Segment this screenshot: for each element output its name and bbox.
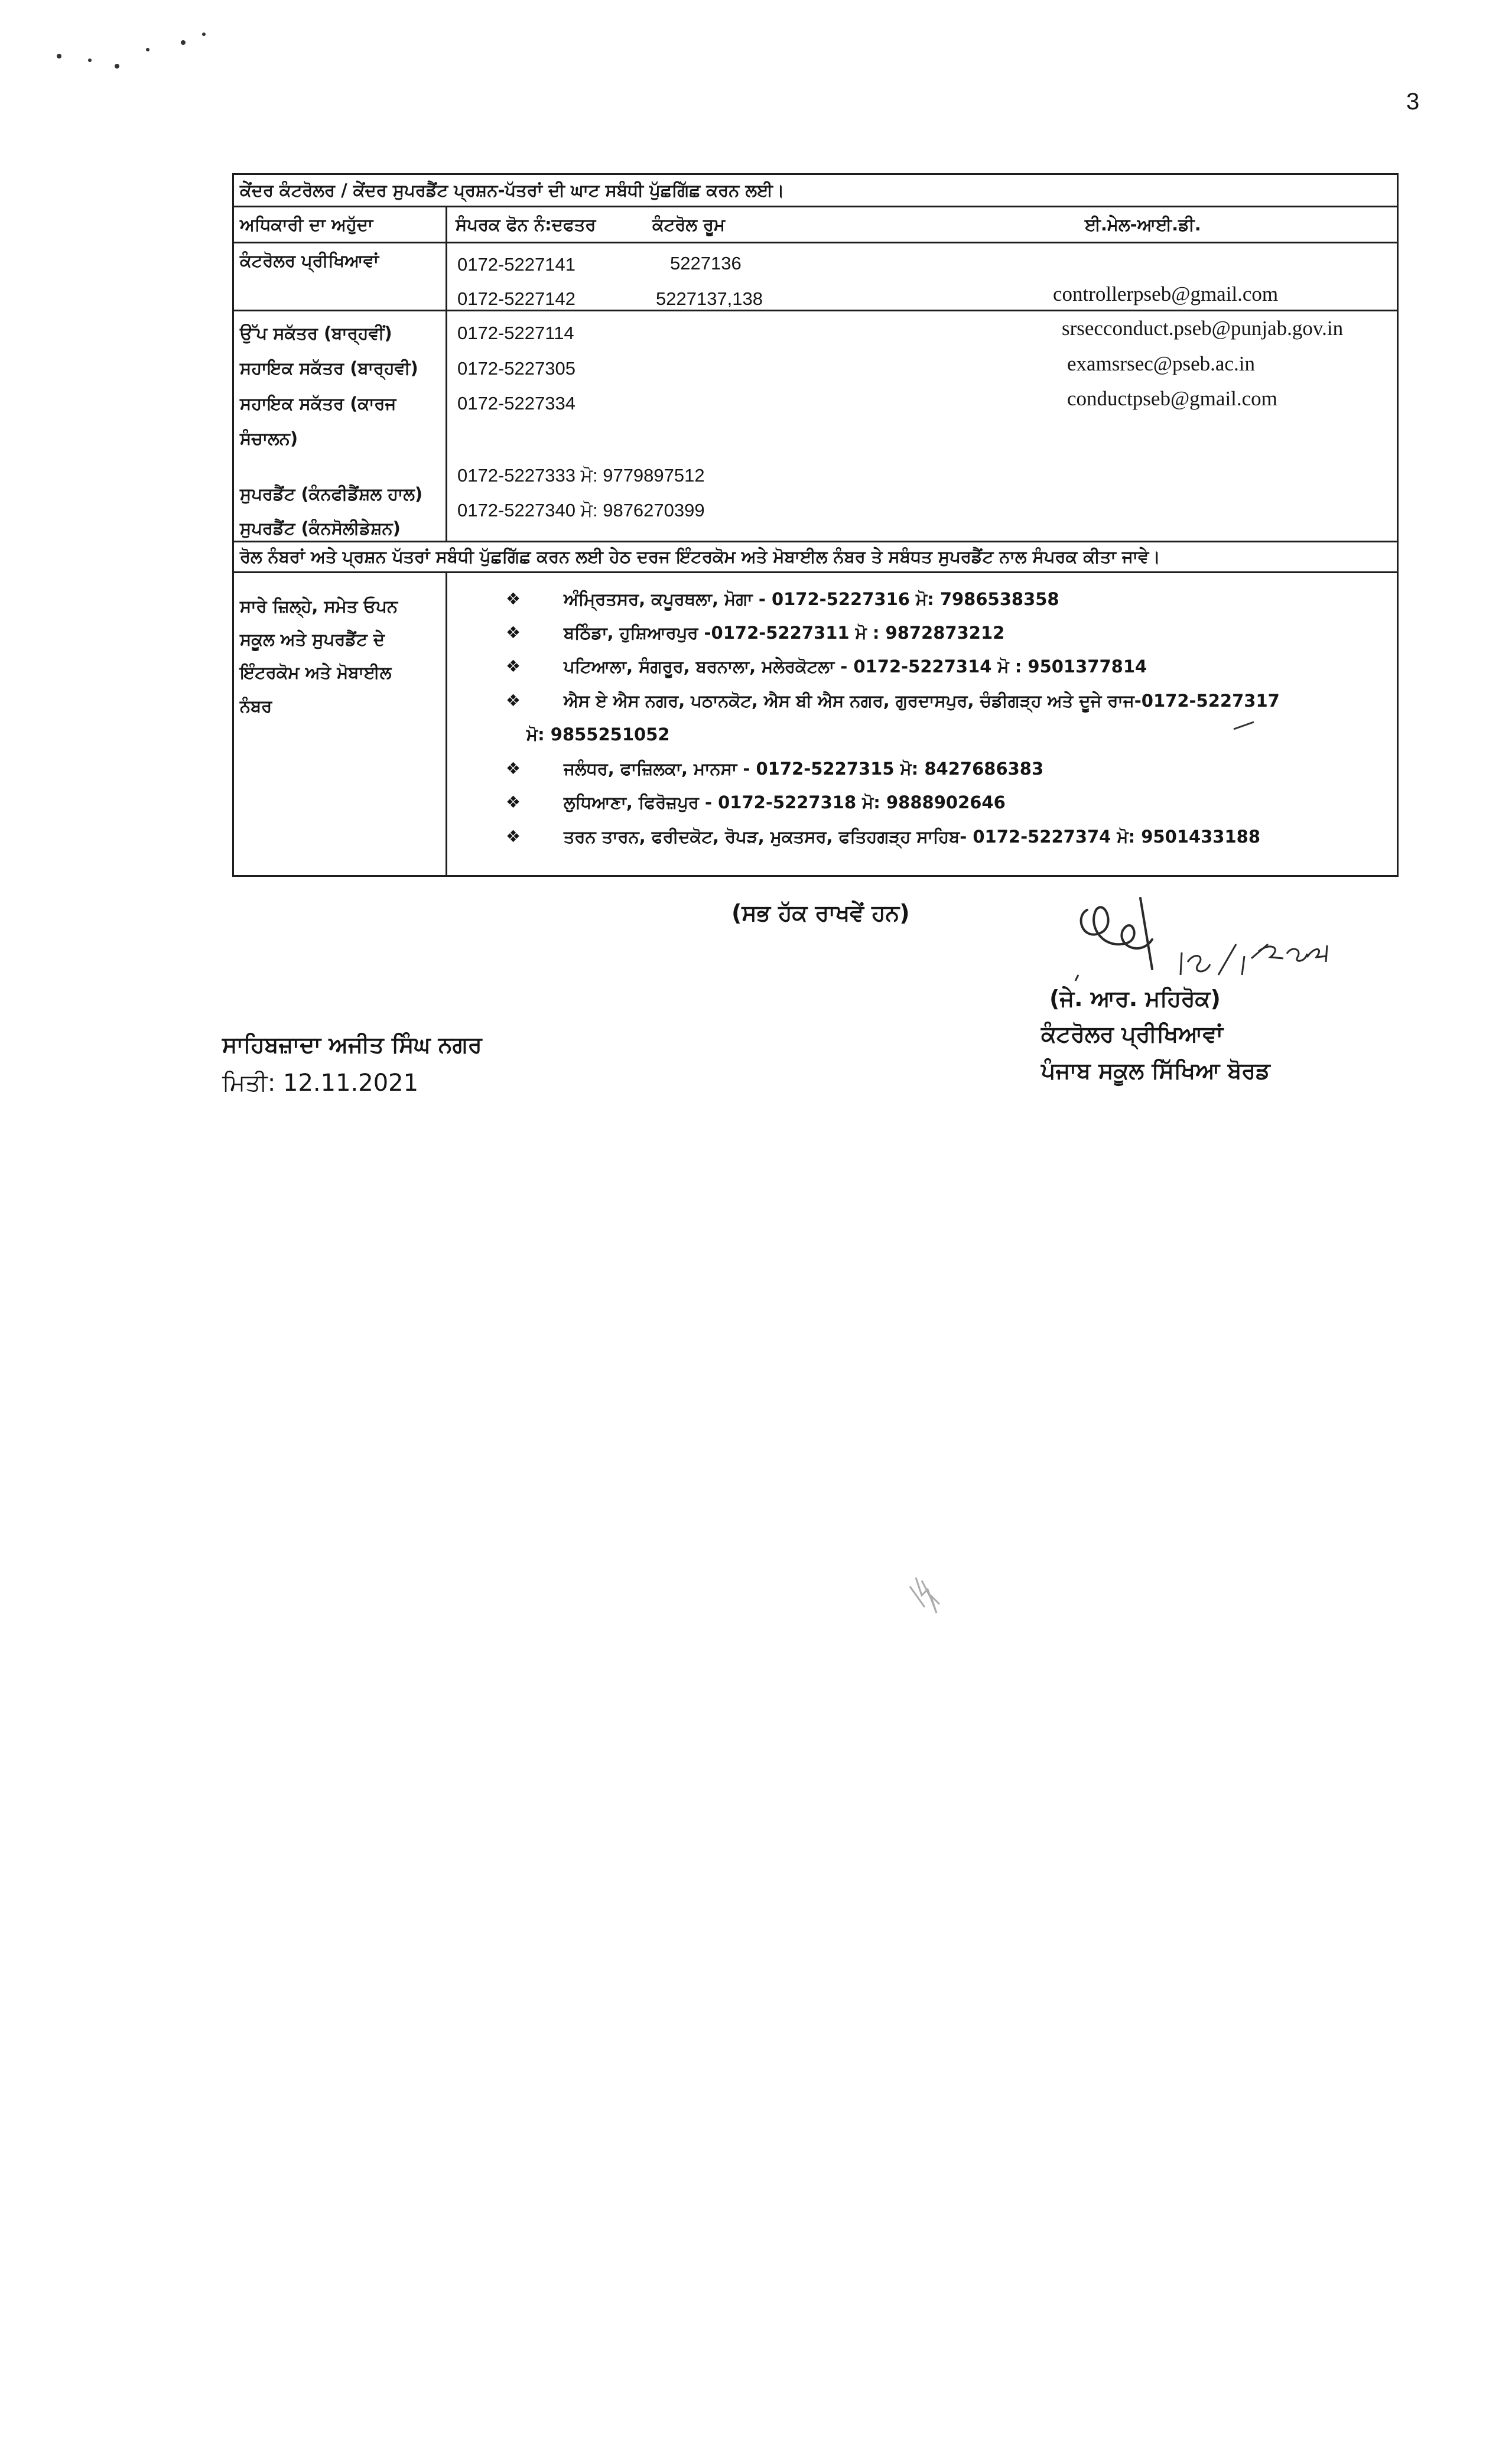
table-rule xyxy=(234,541,1397,542)
bullet-icon: ❖ xyxy=(506,691,521,710)
place-name: ਸਾਹਿਬਜ਼ਾਦਾ ਅਜੀਤ ਸਿੰਘ ਨਗਰ xyxy=(222,1032,482,1058)
superintendent-phone-2: 0172-5227340 ਮੋ: 9876270399 xyxy=(457,500,705,521)
secretary-phone-3: 0172-5227334 xyxy=(457,393,575,414)
table-title: ਕੇਂਦਰ ਕੰਟਰੋਲਰ / ਕੇਂਦਰ ਸੁਪਰਡੈਂਟ ਪ੍ਰਸ਼ਨ-ਪੱਤਰਾਂ ਦੀ ਘਾਟ ਸਬੰਧੀ ਪੁੱਛਗਿੱਛ ਕਰਨ ਲਈ। xyxy=(240,180,785,200)
district-entry-continuation: ਮੋ: 9855251052 xyxy=(526,724,670,744)
secretary-phone-2: 0172-5227305 xyxy=(457,358,575,379)
district-label-line: ਸਕੂਲ ਅਤੇ ਸੁਪਰਡੈਂਟ ਦੇ xyxy=(240,629,385,649)
organization-name: ਪੰਜਾਬ ਸਕੂਲ ਸਿੱਖਿਆ ਬੋਰਡ xyxy=(1041,1058,1270,1084)
header-control-room: ਕੰਟਰੋਲ ਰੂਮ xyxy=(652,214,726,235)
signatory-title: ਕੰਟਰੋਲਰ ਪ੍ਰੀਖਿਆਵਾਂ xyxy=(1041,1021,1224,1047)
header-officer: ਅਧਿਕਾਰੀ ਦਾ ਅਹੁੱਦਾ xyxy=(240,214,373,235)
secretary-email-3: conductpseb@gmail.com xyxy=(1067,387,1277,410)
secretary-email-1: srsecconduct.pseb@punjab.gov.in xyxy=(1062,317,1344,340)
page-number: 3 xyxy=(1406,89,1420,115)
controller-phone-2: 0172-5227142 xyxy=(457,288,575,309)
district-entry: ਬਠਿੰਡਾ, ਹੁਸ਼ਿਆਰਪੁਰ -0172-5227311 ਮੋ : 9872873212 xyxy=(564,623,1005,643)
table-rule xyxy=(234,206,1397,207)
header-phone: ਸੰਪਰਕ ਫੋਨ ਨੰ:ਦਫਤਰ xyxy=(456,214,596,235)
bullet-icon: ❖ xyxy=(506,792,521,812)
district-entry: ਜਲੰਧਰ, ਫਾਜ਼ਿਲਕਾ, ਮਾਨਸਾ - 0172-5227315 ਮੋ: 8427686383 xyxy=(564,759,1044,779)
bullet-icon: ❖ xyxy=(506,589,521,609)
bullet-icon: ❖ xyxy=(506,759,521,778)
scan-specks xyxy=(0,0,248,83)
district-entry: ਅੰਮ੍ਰਿਤਸਰ, ਕਪੂਰਥਲਾ, ਮੋਗਾ - 0172-5227316 ਮੋ: 7986538358 xyxy=(564,589,1059,609)
table-rule xyxy=(446,571,447,877)
assistant-secretary: ਸਹਾਇਕ ਸਕੱਤਰ (ਬਾਰ੍ਹਵੀ) xyxy=(240,358,418,378)
deputy-secretary: ਉੱਪ ਸਕੱਤਰ (ਬਾਰ੍ਹਵੀਂ) xyxy=(240,323,392,343)
rights-reserved: (ਸਭ ਹੱਕ ਰਾਖਵੇਂ ਹਨ) xyxy=(731,900,910,926)
signatory-name: (ਜੇ. ਆਰ. ਮਹਿਰੋਕ) xyxy=(1049,986,1221,1012)
superintendent-confidential: ਸੁਪਰਡੈਂਟ (ਕੰਨਫੀਡੈਂਸ਼ਲ ਹਾਲ) xyxy=(240,484,423,504)
bullet-icon: ❖ xyxy=(506,623,521,642)
controller-email: controllerpseb@gmail.com xyxy=(1053,282,1279,305)
district-entry: ਤਰਨ ਤਾਰਨ, ਫਰੀਦਕੋਟ, ਰੋਪੜ, ਮੁਕਤਸਰ, ਫਤਿਹਗੜ੍ਹ ਸਾਹਿਬ- 0172-5227374 ਮੋ: 9501433188 xyxy=(564,827,1261,847)
district-label-line: ਸਾਰੇ ਜ਼ਿਲ੍ਹੇ, ਸਮੇਤ ਓਪਨ xyxy=(240,596,398,616)
scan-smudge xyxy=(904,1572,951,1625)
controller-control-1: 5227136 xyxy=(670,253,742,274)
district-label-line: ਇੰਟਰਕੋਮ ਅਤੇ ਮੋਬਾਈਲ xyxy=(240,662,392,682)
table-rule xyxy=(234,571,1397,573)
assistant-secretary-conduct: ਸਹਾਇਕ ਸਕੱਤਰ (ਕਾਰਜ xyxy=(240,394,396,414)
controller-phone-1: 0172-5227141 xyxy=(457,254,575,275)
table-rule xyxy=(446,206,447,541)
header-email: ਈ.ਮੇਲ-ਆਈ.ਡੀ. xyxy=(1085,214,1201,235)
controller-control-2: 5227137,138 xyxy=(656,288,763,309)
roll-number-note: ਰੋਲ ਨੰਬਰਾਂ ਅਤੇ ਪ੍ਰਸ਼ਨ ਪੱਤਰਾਂ ਸਬੰਧੀ ਪੁੱਛਗਿੱਛ ਕਰਨ ਲਈ ਹੇਠ ਦਰਜ ਇੰਟਰਕੋਮ ਅਤੇ ਮੋਬਾਈਲ ਨੰਬਰ ਤੇ ਸਬੰਧਤ ਸੁਪਰਡੈਂਟ ਨਾਲ ਸੰਪਰਕ ਕੀਤਾ ਜਾਵੇ। xyxy=(240,547,1160,567)
district-entry: ਪਟਿਆਲਾ, ਸੰਗਰੂਰ, ਬਰਨਾਲਾ, ਮਲੇਰਕੋਟਲਾ - 0172-5227314 ਮੋ : 9501377814 xyxy=(564,656,1147,677)
superintendent-phone-1: 0172-5227333 ਮੋ: 9779897512 xyxy=(457,465,705,486)
pen-mark xyxy=(1233,720,1256,731)
district-entry: ਐਸ ਏ ਐਸ ਨਗਰ, ਪਠਾਨਕੋਟ, ਐਸ ਬੀ ਐਸ ਨਗਰ, ਗੁਰਦਾਸਪੁਰ, ਚੰਡੀਗੜ੍ਹ ਅਤੇ ਦੂਜੇ ਰਾਜ-0172-5227317 xyxy=(564,691,1280,711)
issue-date: ਮਿਤੀ: 12.11.2021 xyxy=(222,1069,419,1097)
secretary-email-2: examsrsec@pseb.ac.in xyxy=(1067,352,1255,375)
bullet-icon: ❖ xyxy=(506,827,521,846)
bullet-icon: ❖ xyxy=(506,656,521,676)
assistant-secretary-conduct-cont: ਸੰਚਾਲਨ) xyxy=(240,428,298,448)
controller-title: ਕੰਟਰੋਲਰ ਪ੍ਰੀਖਿਆਵਾਂ xyxy=(240,251,379,271)
district-label-line: ਨੰਬਰ xyxy=(240,696,272,716)
district-entry: ਲੁਧਿਆਣਾ, ਫਿਰੋਜ਼ਪੁਰ - 0172-5227318 ਮੋ: 9888902646 xyxy=(564,792,1006,812)
superintendent-consolidation: ਸੁਪਰਡੈਂਟ (ਕੰਨਸੋਲੀਡੇਸ਼ਨ) xyxy=(240,518,401,538)
table-rule xyxy=(234,242,1397,243)
table-rule xyxy=(234,310,1397,311)
contact-table xyxy=(232,173,1399,877)
secretary-phone-1: 0172-5227114 xyxy=(457,323,574,343)
